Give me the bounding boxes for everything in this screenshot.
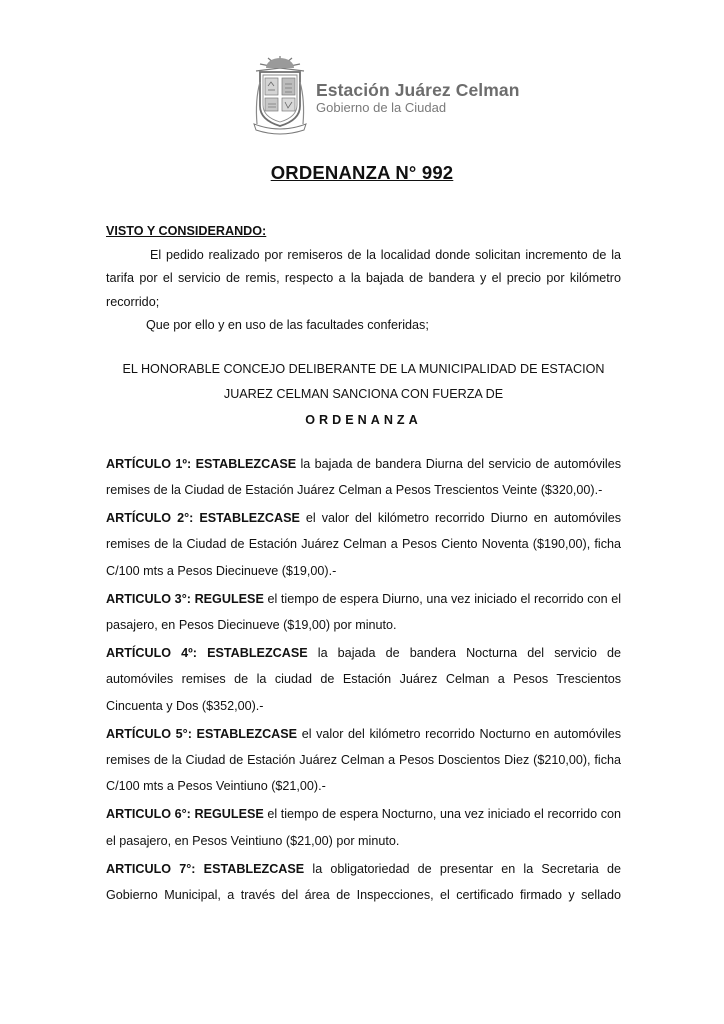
article-5	[106, 721, 621, 800]
organization-block	[316, 80, 520, 116]
article-text: el valor del kilómetro recorrido Nocturno en automóviles remises de la Ciudad de Estación Juárez Celman a Pesos Doscientos Diez ($210,00), ficha C/100 mts a Pesos Veintiuno ($21,00).-	[106, 726, 622, 794]
article-label: ARTICULO 7°:	[106, 861, 196, 876]
article-text: el tiempo de espera Nocturno, una vez iniciado el recorrido con el pasajero, en Pesos Veintiuno ($21,00) por minuto.	[106, 807, 622, 848]
article-label: ARTÍCULO 5°:	[106, 726, 192, 741]
article-verb: ESTABLEZCASE	[207, 645, 308, 660]
article-verb: ESTABLEZCASE	[203, 861, 305, 876]
article-verb: REGULESE	[194, 807, 264, 822]
visto-heading: VISTO Y CONSIDERANDO:	[106, 224, 267, 238]
article-6	[106, 801, 621, 854]
article-label: ARTÍCULO 2°:	[106, 510, 194, 525]
article-verb: ESTABLEZCASE	[199, 510, 300, 525]
article-text: la bajada de bandera Diurna del servicio de automóviles remises de la Ciudad de Estación Juárez Celman a Pesos Trescientos Veinte ($320,00).-	[106, 456, 622, 497]
municipal-crest-logo	[252, 54, 308, 136]
document-title: ORDENANZA N° 992	[270, 162, 454, 183]
article-text: la obligatoriedad de presentar en la Secretaria de Gobierno Municipal, a través del área de Inspecciones, el certificado firmado y sellado	[106, 861, 622, 902]
considerando-paragraph: Que por ello y en uso de las facultades conferidas;	[146, 318, 429, 332]
organization-subtitle: Gobierno de la Ciudad	[316, 100, 447, 115]
article-7	[106, 856, 621, 909]
article-3	[106, 586, 621, 639]
organization-name: Estación Juárez Celman	[316, 80, 520, 100]
article-label: ARTICULO 6°:	[106, 807, 191, 822]
article-label: ARTÍCULO 1º:	[106, 456, 192, 471]
article-text: el valor del kilómetro recorrido Diurno en automóviles remises de la Ciudad de Estación Juárez Celman a Pesos Ciento Noventa ($190,00), ficha C/100 mts a Pesos Diecinueve ($19,00).-	[106, 510, 622, 578]
article-text: la bajada de bandera Nocturna del servicio de automóviles remises de la ciudad de Estación Juárez Celman a Pesos Trescientos Cincuenta y Dos ($352,00).-	[106, 645, 622, 713]
ordenanza-heading: ORDENANZA	[305, 412, 422, 427]
article-2	[106, 505, 621, 584]
article-verb: REGULESE	[194, 591, 264, 606]
letterhead	[252, 54, 520, 138]
visto-paragraph: El pedido realizado por remiseros de la localidad donde solicitan incremento de la tarifa por el servicio de remis, respecto a la bajada de bandera y el precio por kilómetro recorrido;	[106, 247, 621, 309]
article-4	[106, 640, 621, 719]
article-1	[106, 451, 621, 504]
article-text: el tiempo de espera Diurno, una vez iniciado el recorrido con el pasajero, en Pesos Diecinueve ($19,00) por minuto.	[106, 591, 622, 632]
document-body	[106, 220, 621, 910]
article-verb: ESTABLEZCASE	[195, 456, 297, 471]
article-verb: ESTABLEZCASE	[196, 726, 298, 741]
article-label: ARTÍCULO 4º:	[106, 645, 197, 660]
article-label: ARTICULO 3°:	[106, 591, 191, 606]
honorable-concejo-statement: EL HONORABLE CONCEJO DELIBERANTE DE LA MUNICIPALIDAD DE ESTACION JUAREZ CELMAN SANCIONA CON FUERZA DE	[122, 361, 605, 401]
